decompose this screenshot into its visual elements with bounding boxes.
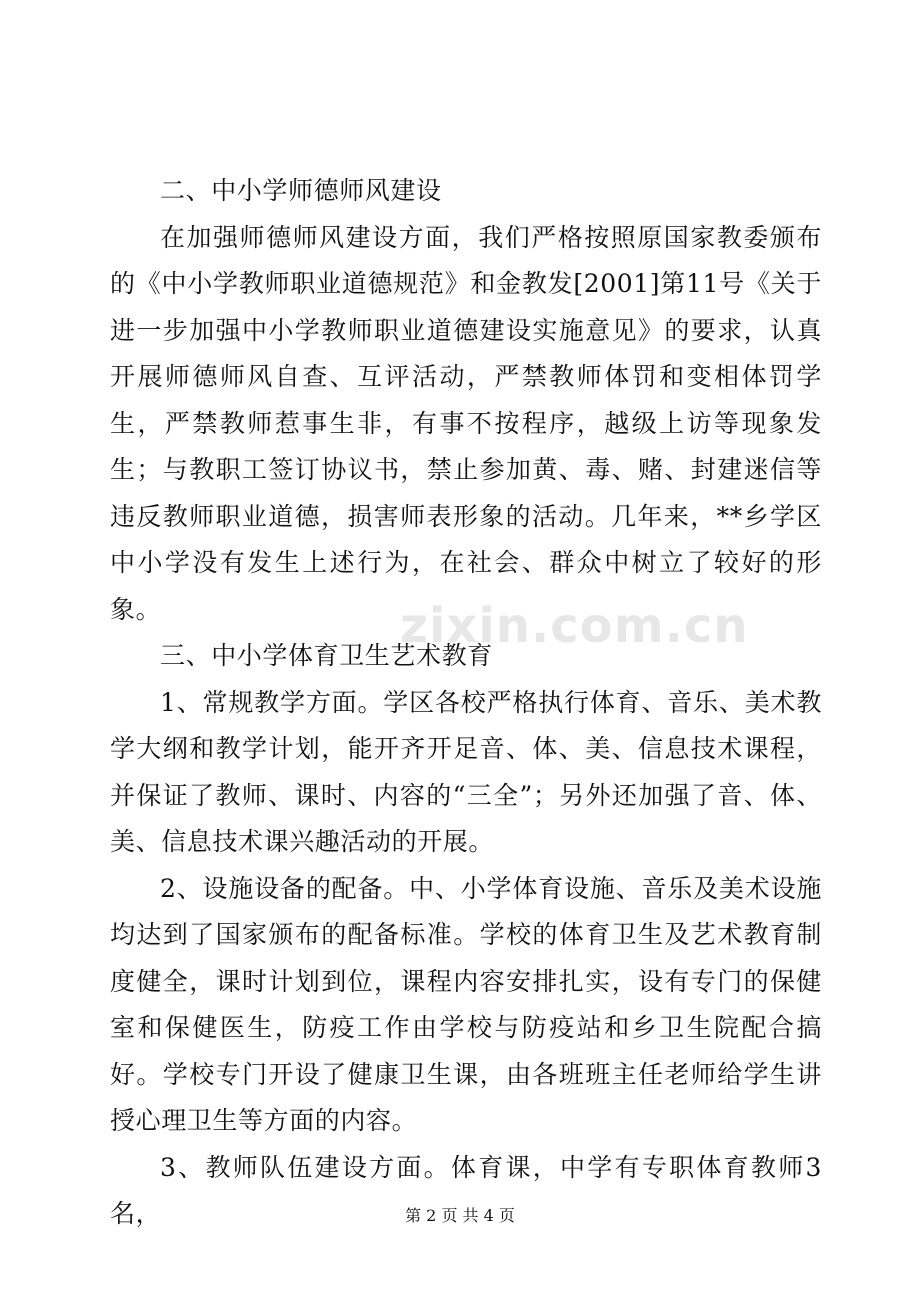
page-footer: 第 2 页 共 4 页 xyxy=(405,1206,515,1225)
paragraph-teacher-ethics: 在加强师德师风建设方面，我们严格按照原国家教委颁布的《中小学教师职业道德规范》和金教发[2001]第11号《关于进一步加强中小学教师职业道德建设实施意见》的要求，认真开展师德师风自查、互评活动，严禁教师体罚和变相体罚学生，严禁教师惹事生非，有事不按程序，越级上访等现象发生；与教职工签订协议书，禁止参加黄、毒、赌、封建迷信等违反教师职业道德，损害师表形象的活动。几年来，**乡学区中小学没有发生上述行为，在社会、群众中树立了较好的形象。 xyxy=(110,222,822,624)
paragraph-teacher-team: 3、教师队伍建设方面。体育课，中学有专职体育教师3名， xyxy=(110,1152,822,1228)
document-body xyxy=(110,168,822,1238)
paragraph-facilities: 2、设施设备的配备。中、小学体育设施、音乐及美术设施均达到了国家颁布的配备标准。学校的体育卫生及艺术教育制度健全，课时计划到位，课程内容安排扎实，设有专门的保健室和保健医生，防疫工作由学校与防疫站和乡卫生院配合搞好。学校专门开设了健康卫生课，由各班班主任老师给学生讲授心理卫生等方面的内容。 xyxy=(110,873,822,1135)
watermark: zixin.com.cn xyxy=(400,598,749,654)
paragraph-regular-teaching: 1、常规教学方面。学区各校严格执行体育、音乐、美术教学大纲和教学计划，能开齐开足音、体、美、信息技术课程，并保证了教师、课时、内容的“三全”；另外还加强了音、体、美、信息技术课兴趣活动的开展。 xyxy=(110,687,822,856)
section-heading-2: 二、中小学师德师风建设 xyxy=(160,176,442,205)
section-heading-3: 三、中小学体育卫生艺术教育 xyxy=(160,641,493,670)
